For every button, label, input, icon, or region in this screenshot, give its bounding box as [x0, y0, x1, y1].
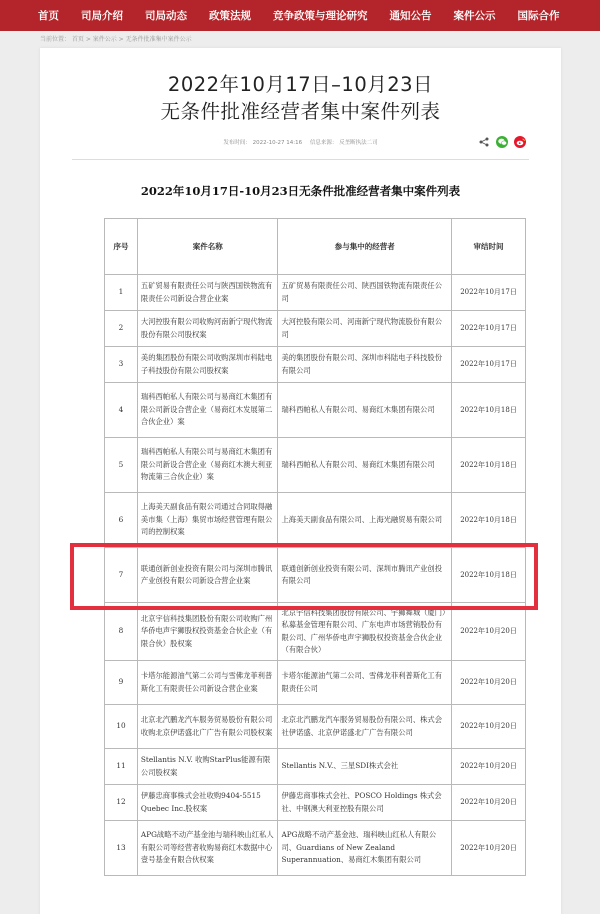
row-no: 4	[105, 383, 138, 438]
nav-about[interactable]: 司局介绍	[81, 10, 123, 22]
row-name: 五矿贸易有限责任公司与陕西国铁物流有限责任公司新设合营企业案	[137, 275, 278, 311]
table-row	[105, 438, 526, 493]
article-title-line2: 无条件批准经营者集中案件列表	[160, 100, 441, 123]
table-row	[105, 383, 526, 438]
row-date: 2022年10月18日	[452, 548, 526, 603]
row-date: 2022年10月20日	[452, 821, 526, 876]
row-parties: 大河控股有限公司、河南新宁现代物流股份有限公司	[278, 311, 452, 347]
weibo-icon[interactable]	[514, 136, 526, 148]
table-row	[105, 275, 526, 311]
info-source: 信息来源： 反垄断执法二司	[309, 140, 378, 146]
row-date: 2022年10月17日	[452, 347, 526, 383]
row-name: 大河控股有限公司收购河南新宁现代物流股份有限公司股权案	[137, 311, 278, 347]
row-date: 2022年10月20日	[452, 785, 526, 821]
nav-notices[interactable]: 通知公告	[389, 10, 432, 22]
row-no: 13	[105, 821, 138, 876]
top-nav	[0, 0, 600, 31]
table-row	[105, 493, 526, 548]
row-name: 卡塔尔能源油气第二公司与雪佛龙菲利普斯化工有限责任公司新设合营企业案	[137, 661, 278, 705]
header-parties: 参与集中的经营者	[278, 219, 452, 275]
row-no: 7	[105, 548, 138, 603]
nav-cases[interactable]: 案件公示	[453, 10, 496, 22]
row-no: 6	[105, 493, 138, 548]
article-header	[40, 48, 561, 146]
table-title: 2022年10月17日-10月23日无条件批准经营者集中案件列表	[140, 184, 461, 198]
table-row-highlighted	[105, 548, 526, 603]
share-bar	[478, 136, 526, 148]
row-parties: 卡塔尔能源油气第二公司、雪佛龙菲利普斯化工有限责任公司	[278, 661, 452, 705]
row-name: Stellantis N.V. 收购StarPlus能源有限公司股权案	[137, 749, 278, 785]
row-parties: 瑞科西帕私人有限公司、易商红木集团有限公司	[278, 438, 452, 493]
row-no: 9	[105, 661, 138, 705]
row-date: 2022年10月18日	[452, 438, 526, 493]
row-name: 瑞科西帕私人有限公司与易商红木集团有限公司新设合营企业（易商红木发展第二合伙企业）案	[137, 383, 278, 438]
row-parties: 北京北汽鹏龙汽车服务贸易股份有限公司、株式会社伊诺盛、北京伊诺盛北广广告有限公司	[278, 705, 452, 749]
wechat-icon[interactable]	[496, 136, 508, 148]
row-parties: 瑞科西帕私人有限公司、易商红木集团有限公司	[278, 383, 452, 438]
table-row	[105, 311, 526, 347]
table-row	[105, 705, 526, 749]
row-date: 2022年10月17日	[452, 275, 526, 311]
row-date: 2022年10月18日	[452, 383, 526, 438]
table-row	[105, 603, 526, 661]
row-name: 联通创新创业投资有限公司与深圳市腾讯产业创投有限公司新设合营企业案	[137, 548, 278, 603]
header-date: 审结时间	[452, 219, 526, 275]
row-parties: 五矿贸易有限责任公司、陕西国铁物流有限责任公司	[278, 275, 452, 311]
row-date: 2022年10月20日	[452, 661, 526, 705]
row-parties: 伊藤忠商事株式会社、POSCO Holdings 株式会社、中钢澳大利亚控股有限公司	[278, 785, 452, 821]
article-title-line1: 2022年10月17日–10月23日	[167, 73, 434, 96]
row-no: 3	[105, 347, 138, 383]
divider	[72, 159, 529, 160]
table-row	[105, 347, 526, 383]
share-icon[interactable]	[478, 136, 490, 148]
table-row	[105, 785, 526, 821]
nav-international[interactable]: 国际合作	[517, 10, 560, 22]
header-name: 案件名称	[137, 219, 278, 275]
row-no: 11	[105, 749, 138, 785]
table-row	[105, 749, 526, 785]
row-name: 上海美天副食品有限公司通过合同取得融美市集（上海）集贸市场经营管理有限公司的控制权案	[137, 493, 278, 548]
row-name: APG战略不动产基金池与瑞科映山红私人有限公司等经营者收购易商红木数据中心壹号基金有限合伙权案	[137, 821, 278, 876]
publish-time: 发布时间： 2022-10-27 14:16	[223, 140, 303, 146]
row-no: 8	[105, 603, 138, 661]
nav-home[interactable]: 首页	[38, 10, 59, 22]
row-parties: 联通创新创业投资有限公司、深圳市腾讯产业创投有限公司	[278, 548, 452, 603]
nav-research[interactable]: 竞争政策与理论研究	[273, 10, 368, 22]
breadcrumb[interactable]: 当前位置： 首页 > 案件公示 > 无条件批准集中案件公示	[40, 36, 192, 43]
row-no: 1	[105, 275, 138, 311]
row-date: 2022年10月17日	[452, 311, 526, 347]
row-no: 10	[105, 705, 138, 749]
row-no: 5	[105, 438, 138, 493]
row-parties: 美的集团股份有限公司、深圳市科陆电子科技股份有限公司	[278, 347, 452, 383]
case-table	[104, 218, 526, 876]
row-name: 美的集团股份有限公司收购深圳市科陆电子科技股份有限公司股权案	[137, 347, 278, 383]
row-name: 瑞科西帕私人有限公司与易商红木集团有限公司新设合营企业（易商红木澳大利亚物流第三合伙企业）案	[137, 438, 278, 493]
row-no: 2	[105, 311, 138, 347]
table-header-row	[105, 219, 526, 275]
row-name: 北京北汽鹏龙汽车服务贸易股份有限公司收购北京伊诺盛北广广告有限公司股权案	[137, 705, 278, 749]
row-date: 2022年10月18日	[452, 493, 526, 548]
header-no: 序号	[105, 219, 138, 275]
table-row	[105, 821, 526, 876]
row-date: 2022年10月20日	[452, 705, 526, 749]
nav-news[interactable]: 司局动态	[145, 10, 187, 22]
nav-policy[interactable]: 政策法规	[209, 10, 251, 22]
table-row	[105, 661, 526, 705]
row-name: 伊藤忠商事株式会社收购9404-5515 Quebec Inc.股权案	[137, 785, 278, 821]
row-date: 2022年10月20日	[452, 749, 526, 785]
article-panel	[40, 48, 561, 914]
row-date: 2022年10月20日	[452, 603, 526, 661]
row-no: 12	[105, 785, 138, 821]
row-parties: 上海美天副食品有限公司、上海光融贸易有限公司	[278, 493, 452, 548]
row-name: 北京宇信科技集团股份有限公司收购广州华侨电声宇狮股权投资基金合伙企业（有限合伙）股权案	[137, 603, 278, 661]
row-parties: 北京宇信科技集团股份有限公司、宇狮舞城（厦门）私募基金管理有限公司、广东电声市场营销股份有限公司、广州华侨电声宇狮股权投资基金合伙企业（有限合伙）	[278, 603, 452, 661]
row-parties: Stellantis N.V.、三星SDI株式会社	[278, 749, 452, 785]
row-parties: APG战略不动产基金池、瑞科映山红私人有限公司、Guardians of New Zealand Superannuation、易商红木集团有限公司	[278, 821, 452, 876]
